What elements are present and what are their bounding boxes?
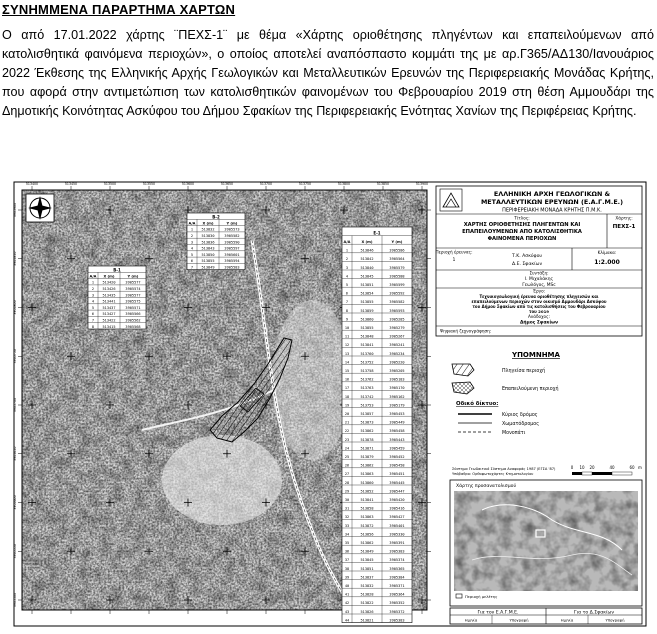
client-label: Ανάδοχος: [528, 314, 550, 319]
table_e1-cell: 35 [344, 541, 350, 545]
table_e1-cell: 3 [345, 265, 349, 270]
frame-tick-top: 513650 [220, 182, 234, 186]
project-line-2: επαπειλούμενων περιοχών στον οικισμό Αμμουδάρι Ασκύφου [471, 299, 607, 304]
table_b2-cell: 513832 [201, 227, 215, 232]
table_e1-cell: 513845 [360, 558, 374, 563]
table_e1-cell: 3905564 [389, 257, 405, 262]
table_e1-cell: 513758 [360, 369, 374, 373]
table_e1-cell: 513863 [360, 472, 374, 477]
legend-item-threatened: Επαπειλούμενη περιοχή [502, 387, 559, 392]
map-code: ΠΕΧΣ-1 [612, 224, 636, 230]
table_e1-header: Υ (m) [391, 240, 403, 244]
projection-line-2: Υπόβαθρο: Ορθοφωτοχάρτες Κτηματολογίου [452, 472, 534, 476]
table_e1-cell: 513854 [360, 291, 374, 296]
legend-item-affected: Πληγείσα περιοχή [502, 369, 546, 374]
table_b1-cell: 3 [91, 293, 95, 298]
table_b1-cell: 513420 [102, 280, 116, 285]
table_b1-cell: 3905562 [125, 318, 141, 323]
table_e1-cell: 3905234 [389, 351, 405, 356]
table_e1-cell: 18 [344, 394, 350, 399]
scale-value: 1:2.000 [594, 259, 620, 266]
frame-tick-left: 3905850 [13, 251, 17, 266]
overview-map [450, 480, 642, 606]
legend-road-path: Μονοπάτι [502, 431, 526, 436]
table_b2-cell: 5 [190, 252, 194, 257]
table_e1-cell: 3905443 [389, 437, 405, 442]
table_b1-cell: 8 [91, 324, 95, 329]
table_b1 [88, 266, 146, 329]
table_e1-cell: 513753 [360, 403, 374, 408]
frame-tick-left: 3905700 [13, 397, 17, 413]
table_b2-cell: 513836 [201, 240, 215, 245]
table_b2-cell: 3905582 [224, 234, 240, 238]
table_b1-cell: 4 [91, 299, 95, 304]
table_e1-cell: 3905179 [389, 403, 405, 408]
table_b2-cell: 3905594 [224, 259, 240, 264]
scalebar-label-1: 10 [579, 465, 585, 470]
author-name: Ι. Μιχαλάκης [524, 277, 554, 282]
frame-tick-top: 513850 [376, 182, 390, 186]
table_e1-cell: 3905447 [389, 489, 405, 494]
org-line-1: ΕΛΛΗΝΙΚΗ ΑΡΧΗ ΓΕΩΛΟΓΙΚΩΝ & [493, 190, 611, 198]
area-line-2: Δ.Ε. Σφακίων [511, 262, 543, 267]
table_e1-cell: 3905372 [389, 609, 405, 614]
frame-tick-top: 513700 [259, 182, 273, 186]
document-heading: ΣΥΝΗΜΜΕΝΑ ΠΑΡΑΡΤΗΜΑ ΧΑΡΤΩΝ [2, 2, 236, 17]
table_b1-cell: 513422 [102, 318, 116, 323]
scalebar-label-2: 20 [589, 465, 595, 470]
table_e1-cell: 25 [344, 455, 350, 459]
table_e1-cell: 513857 [360, 412, 374, 416]
frame-tick-left: 3905750 [13, 349, 17, 364]
org-line-2: ΜΕΤΑΛΛΕΥΤΙΚΩΝ ΕΡΕΥΝΩΝ (Ε.Α.Γ.Μ.Ε.) [480, 198, 624, 206]
frame-tick-left: 3905550 [13, 544, 17, 559]
table_e1-cell: 42 [344, 601, 350, 606]
table_e1-cell: 3905599 [389, 283, 405, 287]
table_e1-cell: 513862 [360, 429, 374, 434]
table_e1-cell: 513858 [360, 506, 374, 511]
table_e1-cell: 513860 [360, 317, 374, 322]
table_e1-header: Χ (m) [361, 240, 373, 244]
table_e1-cell: 3905459 [389, 446, 405, 451]
table_e1-cell: 17 [344, 386, 350, 391]
scalebar-label-0: 0 [570, 465, 574, 470]
table_b1-cell: 513415 [102, 324, 116, 329]
table_e1-cell: 29 [344, 489, 350, 494]
table_b2-cell: 3 [190, 240, 194, 245]
table_b2-cell: 2 [190, 234, 194, 238]
table_e1-cell: 27 [344, 472, 350, 477]
table_e1-cell: 3905593 [389, 308, 405, 313]
table_e1-cell: 513826 [360, 609, 374, 614]
table_e1-cell: 513873 [360, 420, 374, 425]
table_e1-cell: 3905267 [389, 334, 405, 339]
table_e1-cell: 3905427 [389, 515, 405, 520]
project-line-1: Τεχνικογεωλογική έρευνα οριοθέτησης πληγεισών και [479, 294, 599, 299]
table_b1-cell: 3905577 [125, 293, 141, 298]
table_b1-header: Υ (m) [127, 274, 139, 279]
table_e1-cell: 513849 [360, 549, 374, 554]
table_b2-cell: 3905583 [224, 265, 240, 270]
table_b2-cell: 6 [190, 259, 194, 264]
frame-tick-top: 513750 [298, 182, 312, 186]
table_e1-cell: 513842 [360, 257, 374, 262]
table_e1-cell: 13 [344, 351, 350, 356]
table_e1-cell: 513742 [360, 394, 374, 399]
map-code-label: Χάρτης: [615, 215, 633, 221]
table_b1-cell: 3905575 [125, 299, 141, 304]
table_e1-cell: 3905352 [389, 601, 405, 606]
table_e1-cell: 8 [345, 308, 349, 313]
frame-tick-left: 3905900 [13, 202, 17, 218]
table_b1-cell: 513427 [102, 312, 116, 317]
frame-tick-top: 513400 [25, 182, 39, 186]
table_e1-cell: 9 [345, 317, 349, 322]
table_e1-cell: 513871 [360, 446, 374, 451]
frame-tick-left: 3905800 [13, 300, 17, 315]
table_b1-cell: 3905574 [125, 287, 141, 291]
table_e1-cell: 4 [345, 274, 349, 279]
table_e1-cell: 3905162 [389, 394, 405, 399]
table_e1-cell: 513855 [360, 300, 374, 305]
table_e1-cell: 3905384 [389, 575, 405, 580]
table_e1-cell: 26 [344, 463, 350, 468]
table_b1-cell: 1 [91, 280, 95, 285]
project-line-3: του Δήμου Σφακίων από τις κατολισθήσεις του Φεβρουαρίου [472, 304, 606, 309]
table_b2-cell: 513830 [201, 234, 215, 238]
table_e1-cell: 513848 [360, 334, 374, 339]
table_e1-cell: 3905458 [389, 429, 405, 434]
table_e1-cell: 23 [344, 437, 350, 442]
table_e1-cell: 513878 [360, 437, 374, 442]
legend-road-dirt: Χωματόδρομος [502, 422, 540, 427]
table_b2-cell: 7 [190, 265, 194, 270]
frame-tick-top: 513500 [103, 182, 117, 186]
table_e1-cell: 3905452 [389, 455, 405, 459]
table_b1-cell: 6 [91, 312, 95, 317]
author-label: Συντάξη: [529, 270, 549, 276]
table_e1-cell: 36 [344, 549, 350, 554]
table_e1-cell: 3905205 [389, 369, 405, 373]
frame-tick-top: 513900 [415, 182, 429, 186]
table_e1-cell: 3905220 [389, 360, 405, 365]
table_e1-cell: 513872 [360, 523, 374, 528]
table_e1-cell: 513879 [360, 455, 374, 459]
table_e1-cell: 3905401 [389, 523, 405, 528]
title-label: Τίτλος: [514, 215, 530, 221]
area-number: 1 [452, 258, 456, 263]
table_e1-cell: 3905579 [389, 265, 405, 270]
table_e1-cell: 3905588 [389, 274, 405, 279]
table_e1-cell: 513856 [360, 532, 374, 537]
table_e1-cell: 513862 [360, 463, 374, 468]
frame-tick-top: 513450 [64, 182, 78, 186]
table_b2-cell: 513843 [201, 246, 215, 251]
table_e1-title: Ε-1 [373, 230, 381, 236]
table_e1-cell: 3905374 [389, 558, 405, 563]
table_e1-cell: 513851 [360, 566, 374, 571]
table_e1-cell: 3905371 [389, 584, 405, 588]
table_e1-cell: 16 [344, 377, 350, 382]
table_b2-header: Υ (m) [226, 221, 238, 226]
map-figure [12, 180, 648, 628]
table_e1-cell: 3905285 [389, 317, 405, 322]
table_e1-cell: 20 [344, 412, 350, 416]
table_b2-cell: 513855 [201, 259, 215, 264]
table_e1-cell: 3905391 [389, 541, 405, 545]
table_b1-cell: 3905571 [125, 305, 141, 310]
table_e1-cell: 44 [344, 618, 350, 623]
table_b1-cell: 3905568 [125, 324, 141, 329]
table_e1-cell: 14 [344, 360, 350, 365]
table_e1-cell: 3905170 [389, 386, 405, 391]
document-paragraph: Ο από 17.01.2022 χάρτης ¨ΠΕΧΣ-1¨ με θέμα «Χάρτης οριοθέτησης πληγέντων και επαπειλούμενων από κατολισθητικά φαινόμενα περιοχών», ο οποίος αποτελεί αναπόσπαστο κομμάτι της με αρ.Γ365/ΑΔ130/Ιανουάριος 2022 Έκθεσης της Ελληνικής Αρχής Γεωλογικών και Μεταλλευτικών Ερευνών της Περιφερειακής Μονάδας Κρήτης, που αφορά στην αντιμετώπιση των κατολισθητικών φαινομένων του Φεβρουαρίου 2019 στη θέση Αμμουδάρι της Δημοτικής Κοινότητας Ασκύφου του Δήμου Σφακίων της Περιφερειακής Ενότητας Χανίων της Περιφέρειας Κρήτης. [2, 28, 654, 118]
table_e1-cell: 3905449 [389, 420, 405, 425]
frame-tick-top: 513600 [181, 182, 195, 186]
table_e1-cell: 11 [344, 334, 350, 339]
table_e1-cell: 513846 [360, 248, 374, 253]
table_e1-cell: 39 [344, 575, 350, 580]
table_e1 [342, 227, 412, 623]
map-title-line-1: ΧΑΡΤΗΣ ΟΡΙΟΘΕΤΗΣΗΣ ΠΛΗΓΕΝΤΩΝ ΚΑΙ [463, 222, 581, 228]
table_e1-cell: 513851 [360, 283, 374, 287]
table_b2-cell: 1 [190, 227, 194, 232]
table_b2-cell: 513849 [201, 265, 215, 270]
signature-label: Ψηφιακή ζεχνογράφηση: [440, 328, 492, 334]
table_e1-cell: 513841 [360, 498, 374, 502]
roads-title: Οδικό δίκτυο: [456, 401, 499, 407]
table_e1-cell: 34 [344, 532, 350, 537]
table_e1-cell: 513832 [360, 584, 374, 588]
table_e1-cell: 37 [344, 558, 350, 563]
legend-title: ΥΠΟΜΝΗΜΑ [512, 351, 560, 359]
table_b1-cell: 2 [91, 287, 95, 291]
area-label: Περιοχή έρευνας: [435, 249, 473, 255]
table_e1-cell: 3905183 [389, 377, 405, 382]
table_b2-header: Χ (m) [202, 221, 214, 226]
table_e1-cell: 3905365 [389, 566, 405, 571]
table_e1-cell: 28 [344, 480, 350, 485]
project-line-4: του 2019 [529, 309, 549, 314]
table_e1-cell: 19 [344, 403, 350, 408]
map-title-line-3: ΦΑΙΝΟΜΕΝΑ ΠΕΡΙΟΧΩΝ [487, 236, 557, 242]
table_b1-cell: 5 [91, 305, 95, 310]
table_e1-cell: 513841 [360, 343, 374, 348]
table_e1-cell: 3905453 [389, 412, 405, 416]
table_e1-cell: 513859 [360, 308, 374, 313]
table_b1-header: Χ (m) [103, 274, 115, 279]
table_b1-cell: 513426 [102, 287, 116, 291]
frame-tick-top: 513800 [337, 182, 351, 186]
frame-tick-left: 3905650 [13, 446, 17, 461]
table_b1-cell: 513437 [102, 305, 116, 310]
table_e1-cell: 12 [344, 343, 350, 348]
signature-block [450, 608, 642, 624]
table_e1-cell: 513762 [360, 377, 374, 382]
table_e1-cell: 24 [344, 446, 350, 451]
table_b2-cell: 513850 [201, 252, 215, 257]
table_e1-cell: 3905330 [389, 532, 405, 537]
table_e1-cell: 33 [344, 523, 350, 528]
table_b2-cell: 4 [190, 246, 194, 251]
signature-left-label: Για τον Ε.Α.Γ.Μ.Ε. [477, 610, 519, 616]
table_e1-cell: 3905592 [389, 291, 405, 296]
frame-tick-left: 3905600 [13, 495, 17, 510]
table_b1-header: Α/Α [89, 274, 97, 279]
table_b2-cell: 3905597 [224, 246, 240, 251]
table_e1-cell: 21 [344, 420, 350, 425]
map-title-line-2: ΕΠΑΠΕΙΛΟΥΜΕΝΩΝ ΑΠΟ ΚΑΤΟΛΙΣΘΗΤΙΚΑ [462, 229, 582, 235]
table_e1-cell: 513860 [360, 480, 374, 485]
table_e1-cell: 5 [345, 283, 349, 287]
scalebar-unit: m [638, 465, 642, 470]
table_e1-cell: 3905416 [389, 506, 405, 511]
table_e1-cell: 513855 [360, 326, 374, 330]
table_b2-cell: 3905590 [224, 240, 240, 245]
signature-left-date: Ημ/νία [464, 617, 478, 623]
table_e1-cell: 3905420 [389, 498, 405, 502]
table_b1-cell: 513435 [102, 293, 116, 298]
signature-right-date: Ημ/νία [560, 617, 574, 623]
table_e1-header: Α/Α [343, 240, 351, 244]
table_b2 [187, 213, 245, 270]
table_e1-cell: 10 [344, 326, 350, 330]
overview-title: Χάρτης προσανατολισμού [456, 484, 517, 489]
table_e1-cell: 3905279 [389, 326, 405, 330]
legend-road-main: Κύριος δρόμος [502, 413, 538, 418]
signature-right-label: Για το Δ.Σφακίων [574, 610, 614, 616]
table_e1-cell: 513852 [360, 489, 374, 494]
table_e1-cell: 513837 [360, 575, 374, 580]
table_e1-cell: 1 [345, 248, 349, 253]
table_e1-cell: 22 [344, 429, 350, 434]
table_e1-cell: 3905383 [389, 618, 405, 623]
eagme-logo [440, 189, 462, 211]
table_e1-cell: 513821 [360, 618, 374, 623]
table_e1-cell: 3905241 [389, 343, 405, 348]
table_e1-cell: 6 [345, 291, 349, 296]
table_b1-cell: 513441 [102, 299, 116, 304]
table_e1-cell: 513845 [360, 274, 374, 279]
table_e1-cell: 513840 [360, 265, 374, 270]
table_e1-cell: 3905458 [389, 463, 405, 468]
table_e1-cell: 513822 [360, 601, 374, 606]
client-name: Δήμος Σφακίων [520, 320, 558, 326]
frame-tick-left: 3905500 [13, 592, 17, 608]
table_e1-cell: 513763 [360, 386, 374, 391]
projection-line-1: Σύστημα Γεωδαιτικό Σύστημα Αναφοράς 1987 (ΕΓΣΑ '87) [452, 467, 556, 471]
table_e1-cell: 3905364 [389, 592, 405, 597]
area-line-1: Τ.Κ. Ασκύφου [511, 254, 543, 259]
north-arrow-icon [26, 194, 54, 222]
table_b2-header: Α/Α [188, 221, 196, 226]
table_e1-cell: 3905582 [389, 300, 405, 305]
author-role: Γεωλόγος, MSc [522, 283, 556, 288]
map-sheet [12, 180, 648, 628]
table_e1-cell: 3905586 [389, 248, 405, 253]
table_b1-title: Β-1 [113, 267, 121, 273]
table_e1-cell: 2 [345, 257, 349, 262]
table_e1-cell: 513760 [360, 351, 374, 356]
table_e1-cell: 41 [344, 592, 350, 597]
table_e1-cell: 43 [344, 609, 350, 614]
table_e1-cell: 40 [344, 584, 350, 588]
table_e1-cell: 32 [344, 515, 350, 520]
signature-right-sign: Υπογραφή [605, 617, 625, 623]
org-line-3: ΠΕΡΙΦΕΡΕΙΑΚΗ ΜΟΝΑΔΑ ΚΡΗΤΗΣ Π.Μ.Κ. [502, 207, 602, 214]
scalebar-label-4: 60 [629, 465, 635, 470]
table_e1-cell: 3905445 [389, 480, 405, 485]
table_e1-cell: 3905451 [389, 472, 405, 477]
overview-legend: Περιοχή μελέτης [465, 594, 498, 599]
table_b2-title: Β-2 [212, 214, 220, 220]
table_b1-cell: 3905577 [125, 280, 141, 285]
table_b1-cell: 7 [91, 318, 95, 323]
table_b2-cell: 3905601 [224, 252, 240, 257]
scale-label: Κλίμακα: [597, 250, 617, 255]
frame-tick-top: 513550 [142, 182, 156, 186]
project-label: Έργο: [532, 288, 546, 294]
table_e1-cell: 38 [344, 566, 350, 571]
table_e1-cell: 15 [344, 369, 350, 373]
table_e1-cell: 513863 [360, 515, 374, 520]
table_b1-cell: 3905566 [125, 312, 141, 317]
table_e1-cell: 513862 [360, 541, 374, 545]
table_e1-cell: 7 [345, 300, 349, 305]
scalebar-label-3: 40 [609, 465, 615, 470]
title-block [435, 186, 642, 336]
table_e1-cell: 31 [344, 506, 350, 511]
table_b2-cell: 3905573 [224, 227, 240, 232]
table_e1-cell: 30 [344, 498, 350, 502]
signature-left-sign: Υπογραφή [509, 617, 529, 623]
table_e1-cell: 513752 [360, 360, 374, 365]
table_e1-cell: 513828 [360, 592, 374, 597]
table_e1-cell: 3905383 [389, 549, 405, 554]
